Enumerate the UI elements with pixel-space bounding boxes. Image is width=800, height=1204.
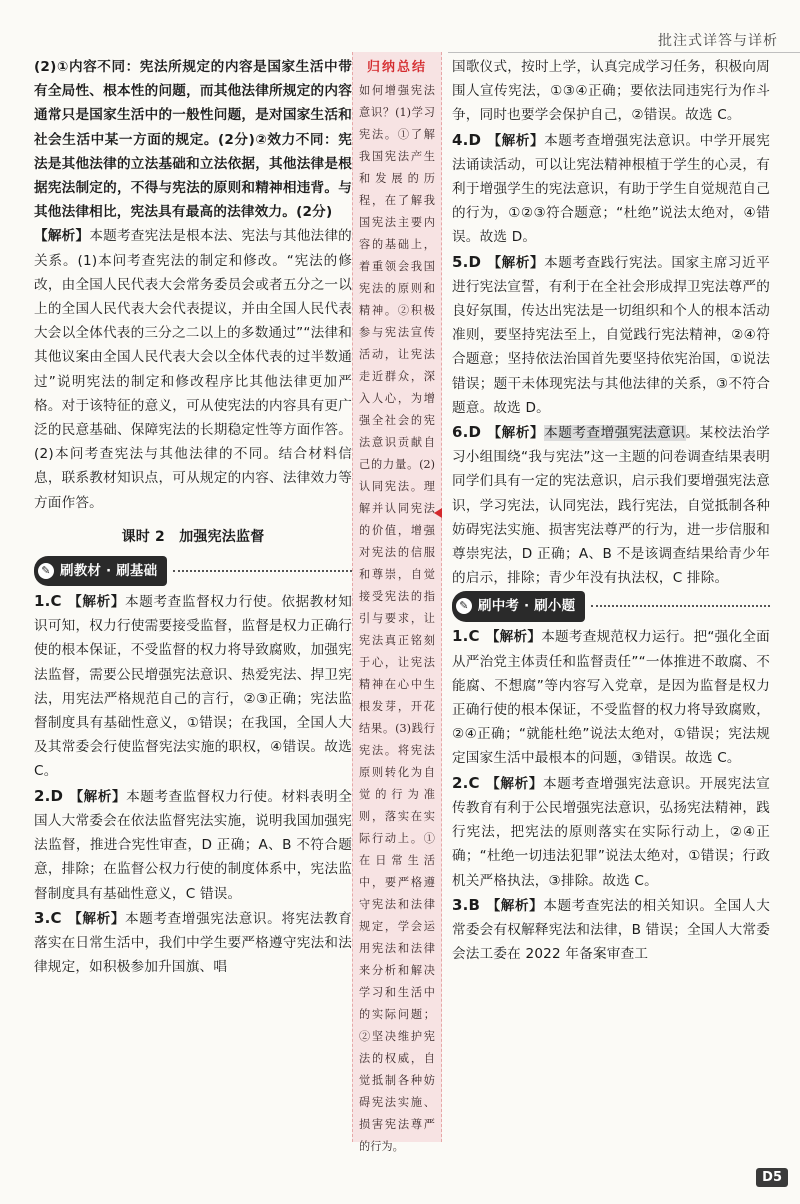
item-tag: 【解析】 (487, 254, 545, 271)
item-letter: C (50, 592, 62, 611)
item-number: 2. (452, 773, 469, 792)
section-title: 刷中考 · 刷小题 (478, 598, 576, 615)
answer-item (452, 771, 770, 893)
section-badge (34, 556, 167, 586)
answer-item (452, 128, 770, 250)
dotted-divider (173, 570, 352, 572)
summary-sidebar (352, 52, 442, 1153)
right-column (452, 55, 770, 966)
page-number: D5 (756, 1168, 788, 1187)
item-text: 本题考查增强宪法意识。开展宪法宣传教育有利于公民增强宪法意识，弘扬宪法精神，践行宪法，把宪法的原则落实在实际行动上，②④正确；“杜绝一切违法犯罪”说法太绝对，①错误；行政机关严格执法，③排除。故选 C。 (452, 775, 770, 889)
sidebar-title: 归纳总结 (366, 60, 427, 75)
item-text: 本题考查增强宪法意识。中学开展宪法诵读活动，可以让宪法精神根植于学生的心灵，有利于增强学生的宪法意识，有助于学生自觉规范自己的行为，①②③符合题意；“杜绝”说法太绝对，④错误。故选 D。 (452, 132, 770, 246)
item-number: 3. (34, 908, 51, 927)
item-number: 1. (34, 592, 51, 611)
item-tag: 【解析】 (487, 425, 545, 442)
answer-item (34, 589, 352, 784)
dotted-divider (591, 605, 770, 607)
left-column (34, 55, 352, 979)
continued-text: 国歌仪式，按时上学，认真完成学习任务，积极向周围人宣传宪法，①③④正确；要依法同违宪行为作斗争，同时也要学会保护自己，②错误。故选 C。 (452, 59, 770, 124)
item-text: 本题考查践行宪法。国家主席习近平进行宪法宣誓，有利于在全社会形成捍卫宪法尊严的良好氛围，传达出宪法是一切组织和个人的根本活动准则，要坚持宪法至上，自觉践行宪法精神，②④符合题意；坚持依法治国首先要坚持依宪治国，①说法错误；题干未体现宪法与其他法律的关系，③不符合题意。故选 D。 (452, 254, 770, 416)
highlighted-text: 本题考查增强宪法意识 (544, 425, 686, 442)
lesson-title: 课时 2 加强宪法监督 (121, 528, 265, 545)
section-bar-exam (452, 592, 770, 620)
item-number: 6. (452, 423, 469, 442)
item-number: 3. (452, 895, 469, 914)
answer-item (452, 893, 770, 967)
answer-item (452, 420, 770, 590)
item-tag: 【解析】 (69, 788, 127, 805)
page-header (0, 0, 800, 58)
item-letter: D (468, 423, 482, 442)
item-tag: 【解析】 (485, 629, 542, 646)
answer-item (452, 624, 770, 770)
pen-icon: ✎ (456, 598, 472, 614)
item-tag: 【解析】 (487, 132, 545, 149)
item-letter: D (50, 786, 64, 805)
item-letter: C (468, 627, 480, 646)
header-title: 批注式详答与详析 (658, 33, 778, 49)
item-number: 4. (452, 130, 469, 149)
item-tag: 【解析】 (67, 910, 126, 927)
header-rule (448, 52, 800, 53)
item-letter: D (468, 252, 482, 271)
item-text: 本题考查增强宪法意识。将宪法教育落实在日常生活中，我们中学生要严格遵守宪法和法律规定，如积极参加升国旗、唱 (34, 910, 352, 976)
answer-item (452, 250, 770, 420)
item-text: 本题考查监督权力行使。材料表明全国人大常委会在依法监督宪法实施，说明我国加强宪法监督，推进合宪性审查，D 正确；A、B 不符合题意，排除；在监督公权力行使的制度体系中，宪法监督制度具有基础性意义，C 错误。 (34, 788, 352, 902)
pointer-arrow-icon (434, 508, 442, 518)
item-tag: 【解析】 (67, 594, 126, 611)
answer-part2: (2)①内容不同：宪法所规定的内容是国家生活中带有全局性、根本性的问题，而其他法律所规定的内容通常只是国家生活中的一般性问题，是对国家生活和社会生活中某一方面的规定。(2分)②效力不同：宪法是其他法律的立法基础和立法依据，其他法律是根据宪法制定的，不得与宪法的原则和精神相违背。与其他法律相比，宪法具有最高的法律效力。(2分) (34, 59, 352, 221)
item-number: 1. (452, 627, 469, 646)
item-tag: 【解析】 (485, 775, 544, 792)
section-bar-textbook (34, 557, 352, 585)
sidebar-text: 如何增强宪法意识？(1)学习宪法。①了解我国宪法产生和发展的历程，在了解我国宪法主要内容的基础上，着重领会我国宪法的原则和精神。②积极参与宪法宣传活动，让宪法走近群众，深入人心，为增强全社会的宪法意识贡献自己的力量。(2)认同宪法。理解并认同宪法的价值，增强对宪法的信服和尊崇，自觉接受宪法的指引与要求，让宪法真正铭刻于心，让宪法精神在心中生根发芽，开花结果。(3)践行宪法。将宪法原则转化为自觉的行为准则，落实在实际行动上。①在日常生活中，要严格遵守宪法和法律规定，学会运用宪法和法律来分析和解决学习和生活中的实际问题；②坚决维护宪法的权威，自觉抵制各种妨碍宪法实施、损害宪法尊严的行为。 (359, 84, 435, 1153)
section-title: 刷教材 · 刷基础 (60, 562, 158, 579)
item-letter: D (468, 130, 482, 149)
analysis-text: 本题考查宪法是根本法、宪法与其他法律的关系。(1)本问考查宪法的制定和修改。“宪法的修改，由全国人民代表大会常务委员会或者五分之一以上的全国人民代表大会代表提议，并由全国人民代表大会以全体代表的三分之二以上的多数通过”“法律和其他议案由全国人民代表大会以全体代表的过半数通过”说明宪法的制定和修改程序比其他法律更加严格。对于该特征的意义，可从使宪法的内容具有更广泛的民意基础、保障宪法的长期稳定性等方面作答。(2)本问考查宪法与其他法律的不同。结合材料信息，联系教材知识点，可从规定的内容、法律效力等方面作答。 (34, 228, 352, 511)
item-text: 。某校法治学习小组围绕“我与宪法”这一主题的问卷调查结果表明同学们具有一定的宪法意识，启示我们要增强宪法意识，学习宪法，认同宪法，践行宪法，自觉抵制各种妨碍宪法实施、损害宪法尊严的行为，进一步信服和尊崇宪法，D 正确；A、B 不是该调查结果给青少年的启示，排除；青少年没有执法权，C 排除。 (452, 425, 770, 587)
section-badge (452, 591, 585, 621)
item-letter: C (50, 908, 62, 927)
analysis-tag: 【解析】 (34, 228, 90, 245)
item-number: 2. (34, 786, 51, 805)
item-text: 本题考查规范权力运行。把“强化全面从严治党主体责任和监督责任”“一体推进不敢腐、不能腐、不想腐”等内容写入党章，是因为监督是权力正确行使的根本保证，不受监督的权力将导致腐败，②④正确；“就能杜绝”说法太绝对，①错误；宪法规定国家生活中最根本的问题，③错误。故选 C。 (452, 629, 770, 767)
item-letter: C (468, 773, 480, 792)
item-text: 本题考查宪法的相关知识。全国人大常委会有权解释宪法和法律，B 错误；全国人大常委会法工委在 2022 年备案审查工 (452, 897, 770, 963)
analysis-paragraph (34, 224, 352, 514)
pen-icon: ✎ (38, 563, 54, 579)
item-letter: B (468, 895, 481, 914)
answer-item (34, 784, 352, 906)
item-tag: 【解析】 (486, 897, 544, 914)
answer-item (34, 906, 352, 980)
item-text: 本题考查监督权力行使。依据教材知识可知，权力行使需要接受监督，监督是权力正确行使的根本保证，不受监督的权力将导致腐败，加强宪法监督，需要公民增强宪法意识、热爱宪法、捍卫宪法，用宪法严格规范自己的言行，②③正确；宪法监督制度具有基础性意义，①错误；在我国，全国人大及其常委会行使监督宪法实施的职权，④错误。故选 C。 (34, 594, 352, 780)
item-number: 5. (452, 252, 469, 271)
